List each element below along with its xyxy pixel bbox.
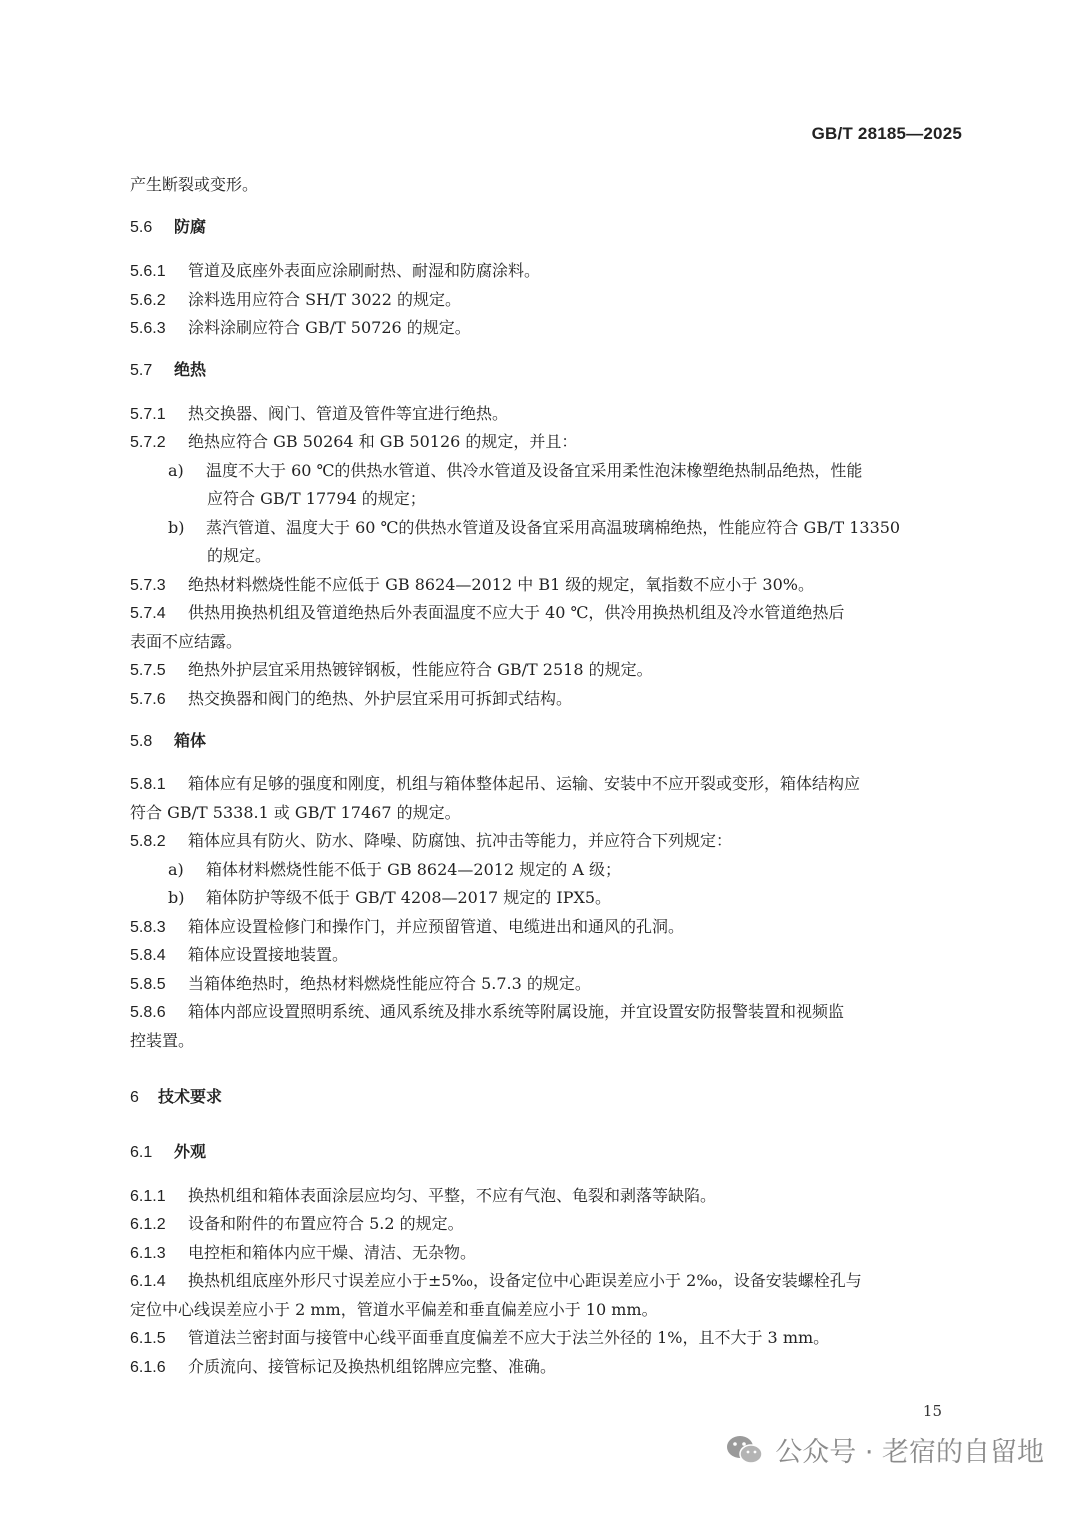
clause-6-1-2: 6.1.2 设备和附件的布置应符合 5.2 的规定。	[130, 1214, 464, 1233]
clause-5-7-5: 5.7.5 绝热外护层宜采用热镀锌钢板，性能应符合 GB/T 2518 的规定。	[130, 660, 653, 679]
list-item-a: a) 温度不大于 60 ℃的供热水管道、供冷水管道及设备宜采用柔性泡沫橡塑绝热制品绝热，性能	[168, 461, 863, 480]
watermark	[725, 1430, 1044, 1469]
chapter-heading-6: 6 技术要求	[130, 1089, 223, 1106]
watermark-text: 公众号 · 老宿的自留地	[775, 1437, 1044, 1468]
list-item-a-cont: 应符合 GB/T 17794 的规定；	[207, 489, 426, 508]
clause-5-7-2: 5.7.2 绝热应符合 GB 50264 和 GB 50126 的规定，并且：	[130, 432, 578, 451]
page-number: 15	[922, 1402, 942, 1420]
clause-5-8-5: 5.8.5 当箱体绝热时，绝热材料燃烧性能应符合 5.7.3 的规定。	[130, 974, 591, 993]
clause-5-7-4-cont: 表面不应结露。	[130, 632, 243, 651]
clause-5-8-3: 5.8.3 箱体应设置检修门和操作门，并应预留管道、电缆进出和通风的孔洞。	[130, 917, 685, 936]
list-item-b-cont: 的规定。	[207, 546, 272, 565]
clause-5-8-6: 5.8.6 箱体内部应设置照明系统、通风系统及排水系统等附属设施，并宜设置安防报警装置和视频监	[130, 1002, 845, 1021]
list-item-b: b) 蒸汽管道、温度大于 60 ℃的供热水管道及设备宜采用高温玻璃棉绝热，性能应符合 GB/T 13350	[168, 518, 901, 537]
section-heading-5-8: 5.8 箱体	[130, 733, 207, 750]
clause-5-7-3: 5.7.3 绝热材料燃烧性能不应低于 GB 8624—2012 中 B1 级的规定，氧指数不应小于 30%。	[130, 575, 814, 594]
section-heading-6-1: 6.1 外观	[130, 1144, 207, 1161]
list-item-b: b) 箱体防护等级不低于 GB/T 4208—2017 规定的 IPX5。	[168, 888, 612, 907]
section-heading-5-6: 5.6 防腐	[130, 219, 207, 236]
list-item-a: a) 箱体材料燃烧性能不低于 GB 8624—2012 规定的 A 级；	[168, 860, 621, 879]
section-heading-5-7: 5.7 绝热	[130, 362, 207, 379]
clause-5-6-1: 5.6.1 管道及底座外表面应涂刷耐热、耐湿和防腐涂料。	[130, 261, 541, 280]
standard-number: GB/T 28185—2025	[811, 124, 962, 143]
clause-5-8-6-cont: 控装置。	[130, 1031, 195, 1050]
clause-6-1-4-cont: 定位中心线误差应小于 2 mm，管道水平偏差和垂直偏差应小于 10 mm。	[130, 1300, 658, 1319]
clause-6-1-5: 6.1.5 管道法兰密封面与接管中心线平面垂直度偏差不应大于法兰外径的 1%，且不大于 3 mm。	[130, 1328, 830, 1347]
clause-5-8-1-cont: 符合 GB/T 5338.1 或 GB/T 17467 的规定。	[130, 803, 461, 822]
clause-5-8-4: 5.8.4 箱体应设置接地装置。	[130, 945, 349, 964]
clause-6-1-3: 6.1.3 电控柜和箱体内应干燥、清洁、无杂物。	[130, 1243, 477, 1262]
clause-5-7-6: 5.7.6 热交换器和阀门的绝热、外护层宜采用可拆卸式结构。	[130, 689, 573, 708]
clause-5-8-2: 5.8.2 箱体应具有防火、防水、降噪、防腐蚀、抗冲击等能力，并应符合下列规定：	[130, 831, 733, 850]
text-line: 产生断裂或变形。	[130, 175, 259, 194]
clause-6-1-4: 6.1.4 换热机组底座外形尺寸误差应小于±5‰，设备定位中心距误差应小于 2‰，设备安装螺栓孔与	[130, 1271, 862, 1290]
clause-5-6-2: 5.6.2 涂料选用应符合 SH/T 3022 的规定。	[130, 290, 461, 309]
clause-5-7-1: 5.7.1 热交换器、阀门、管道及管件等宜进行绝热。	[130, 404, 509, 423]
clause-5-8-1: 5.8.1 箱体应有足够的强度和刚度，机组与箱体整体起吊、运输、安装中不应开裂或变形，箱体结构应	[130, 774, 861, 793]
clause-5-7-4: 5.7.4 供热用换热机组及管道绝热后外表面温度不应大于 40 ℃，供冷用换热机组及冷水管道绝热后	[130, 603, 845, 622]
clause-6-1-1: 6.1.1 换热机组和箱体表面涂层应均匀、平整，不应有气泡、龟裂和剥落等缺陷。	[130, 1186, 717, 1205]
clause-6-1-6: 6.1.6 介质流向、接管标记及换热机组铭牌应完整、准确。	[130, 1357, 557, 1376]
clause-5-6-3: 5.6.3 涂料涂刷应符合 GB/T 50726 的规定。	[130, 318, 471, 337]
wechat-icon	[725, 1433, 765, 1467]
